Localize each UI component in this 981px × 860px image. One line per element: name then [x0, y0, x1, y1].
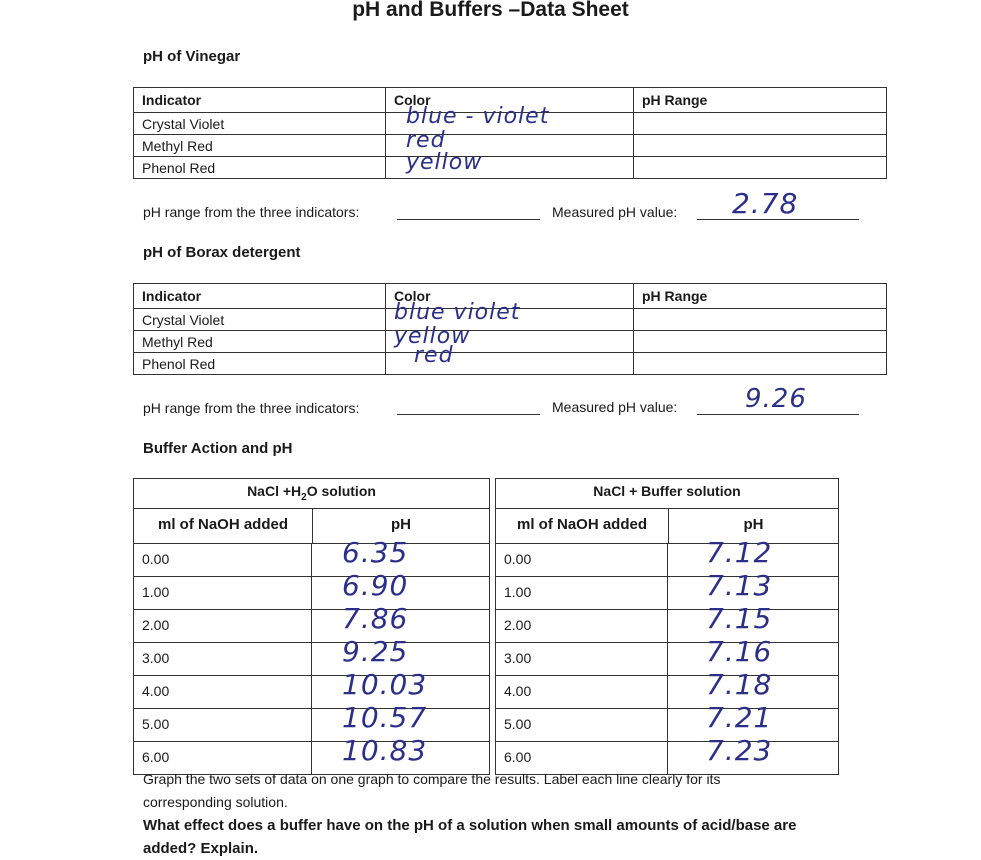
nacl-water-table [133, 478, 490, 775]
ml-naoh-cell: 1.00 [134, 577, 312, 609]
graph-instruction-line-1: Graph the two sets of data on one graph to compare the results. Label each line clearly for its [143, 771, 721, 787]
table-row [496, 536, 838, 577]
color-cell [386, 343, 634, 374]
handwritten-ph-value: 7.18 [706, 668, 773, 701]
handwritten-color: blue violet [394, 300, 521, 325]
handwritten-color: yellow [406, 150, 483, 175]
header-ph: pH [391, 516, 411, 533]
header-indicator: Indicator [134, 88, 386, 112]
ml-naoh-cell: 6.00 [134, 742, 312, 774]
column-header-row [496, 509, 838, 544]
nacl-buffer-rows [496, 536, 838, 774]
ml-naoh-cell: 0.00 [134, 544, 312, 576]
borax-heading: pH of Borax detergent [143, 244, 301, 261]
ph-range-cell [634, 353, 886, 374]
ph-range-cell [634, 309, 886, 330]
borax-measured-label: Measured pH value: [552, 399, 678, 415]
borax-range-blank [397, 414, 540, 415]
nacl-water-rows [134, 536, 489, 774]
table-row [134, 343, 886, 374]
handwritten-ph-value: 7.86 [342, 602, 409, 635]
header-ph-range: pH Range [642, 288, 708, 304]
nacl-water-title [134, 479, 489, 509]
indicator-cell: Crystal Violet [134, 309, 386, 330]
title-prefix: NaCl +H [247, 483, 302, 499]
indicator-cell: Methyl Red [134, 135, 386, 156]
table-row [134, 569, 489, 610]
handwritten-color: yellow [394, 324, 471, 349]
table-row [134, 150, 886, 178]
handwritten-color: red [406, 128, 446, 153]
handwritten-ph-value: 7.23 [706, 734, 773, 767]
nacl-buffer-table [495, 478, 839, 775]
ml-naoh-cell: 6.00 [496, 742, 668, 774]
handwritten-ph-value: 6.35 [342, 536, 409, 569]
indicator-cell: Crystal Violet [134, 113, 386, 134]
header-indicator: Indicator [134, 284, 386, 308]
ml-naoh-cell: 4.00 [134, 676, 312, 708]
handwritten-ph-value: 10.83 [342, 734, 428, 767]
handwritten-color: blue - violet [406, 104, 550, 129]
buffer-heading: Buffer Action and pH [143, 440, 293, 457]
table-row [134, 536, 489, 577]
column-header-row [134, 509, 489, 544]
borax-range-label: pH range from the three indicators: [143, 400, 360, 416]
handwritten-ph-value: 10.03 [342, 668, 428, 701]
vinegar-range-label: pH range from the three indicators: [143, 204, 360, 220]
vinegar-measured-label: Measured pH value: [552, 204, 678, 220]
indicator-cell: Phenol Red [134, 157, 386, 178]
table-row [134, 701, 489, 742]
title-suffix: O solution [306, 483, 376, 499]
ph-range-cell [634, 331, 886, 352]
indicator-cell: Methyl Red [134, 331, 386, 352]
header-ml-naoh: ml of NaOH added [496, 509, 669, 543]
header-color: Color [386, 88, 634, 112]
question-line-2: added? Explain. [143, 840, 259, 857]
table-row [496, 701, 838, 742]
graph-instruction-line-2: corresponding solution. [143, 794, 288, 810]
ml-naoh-cell: 5.00 [496, 709, 668, 741]
header-ml-naoh: ml of NaOH added [134, 509, 313, 543]
handwritten-ph-value: 7.13 [706, 569, 773, 602]
ml-naoh-cell: 3.00 [496, 643, 668, 675]
nacl-buffer-title: NaCl + Buffer solution [496, 479, 838, 509]
page-title: pH and Buffers –Data Sheet [352, 0, 629, 21]
table-row [134, 602, 489, 643]
borax-indicator-table [133, 283, 887, 375]
header-ph-range: pH Range [642, 92, 708, 108]
indicator-cell: Phenol Red [134, 353, 386, 374]
table-row [496, 602, 838, 643]
vinegar-heading: pH of Vinegar [143, 48, 241, 65]
handwritten-ph-value: 7.21 [706, 701, 773, 734]
ml-naoh-cell: 2.00 [496, 610, 668, 642]
table-row [496, 635, 838, 676]
table-row [134, 668, 489, 709]
ml-naoh-cell: 2.00 [134, 610, 312, 642]
title-subscript: 2 [301, 491, 307, 503]
table-row [134, 300, 886, 330]
ml-naoh-cell: 1.00 [496, 577, 668, 609]
table-row [496, 668, 838, 709]
table-row [134, 104, 886, 134]
handwritten-color: red [414, 343, 454, 368]
vinegar-indicator-table [133, 87, 887, 179]
header-ph: pH [743, 516, 764, 533]
vinegar-range-blank [397, 219, 540, 220]
table-row [496, 569, 838, 610]
ml-naoh-cell: 0.00 [496, 544, 668, 576]
table-row [134, 635, 489, 676]
ml-naoh-cell: 4.00 [496, 676, 668, 708]
color-cell [386, 150, 634, 178]
ph-range-cell [634, 157, 886, 178]
header-color: Color [386, 284, 634, 308]
handwritten-ph-value: 9.25 [342, 635, 409, 668]
handwritten-ph-value: 7.16 [706, 635, 773, 668]
handwritten-ph-value: 7.12 [706, 536, 773, 569]
question-line-1: What effect does a buffer have on the pH of a solution when small amounts of acid/base are [143, 817, 797, 834]
ph-range-cell [634, 135, 886, 156]
table-row [134, 128, 886, 156]
ml-naoh-cell: 5.00 [134, 709, 312, 741]
ml-naoh-cell: 3.00 [134, 643, 312, 675]
table-row [134, 324, 886, 352]
borax-measured-value: 9.26 [745, 384, 807, 414]
ph-range-cell [634, 113, 886, 134]
borax-measured-blank [697, 414, 859, 415]
handwritten-ph-value: 10.57 [342, 701, 428, 734]
vinegar-measured-value: 2.78 [732, 187, 799, 220]
handwritten-ph-value: 6.90 [342, 569, 409, 602]
handwritten-ph-value: 7.15 [706, 602, 773, 635]
